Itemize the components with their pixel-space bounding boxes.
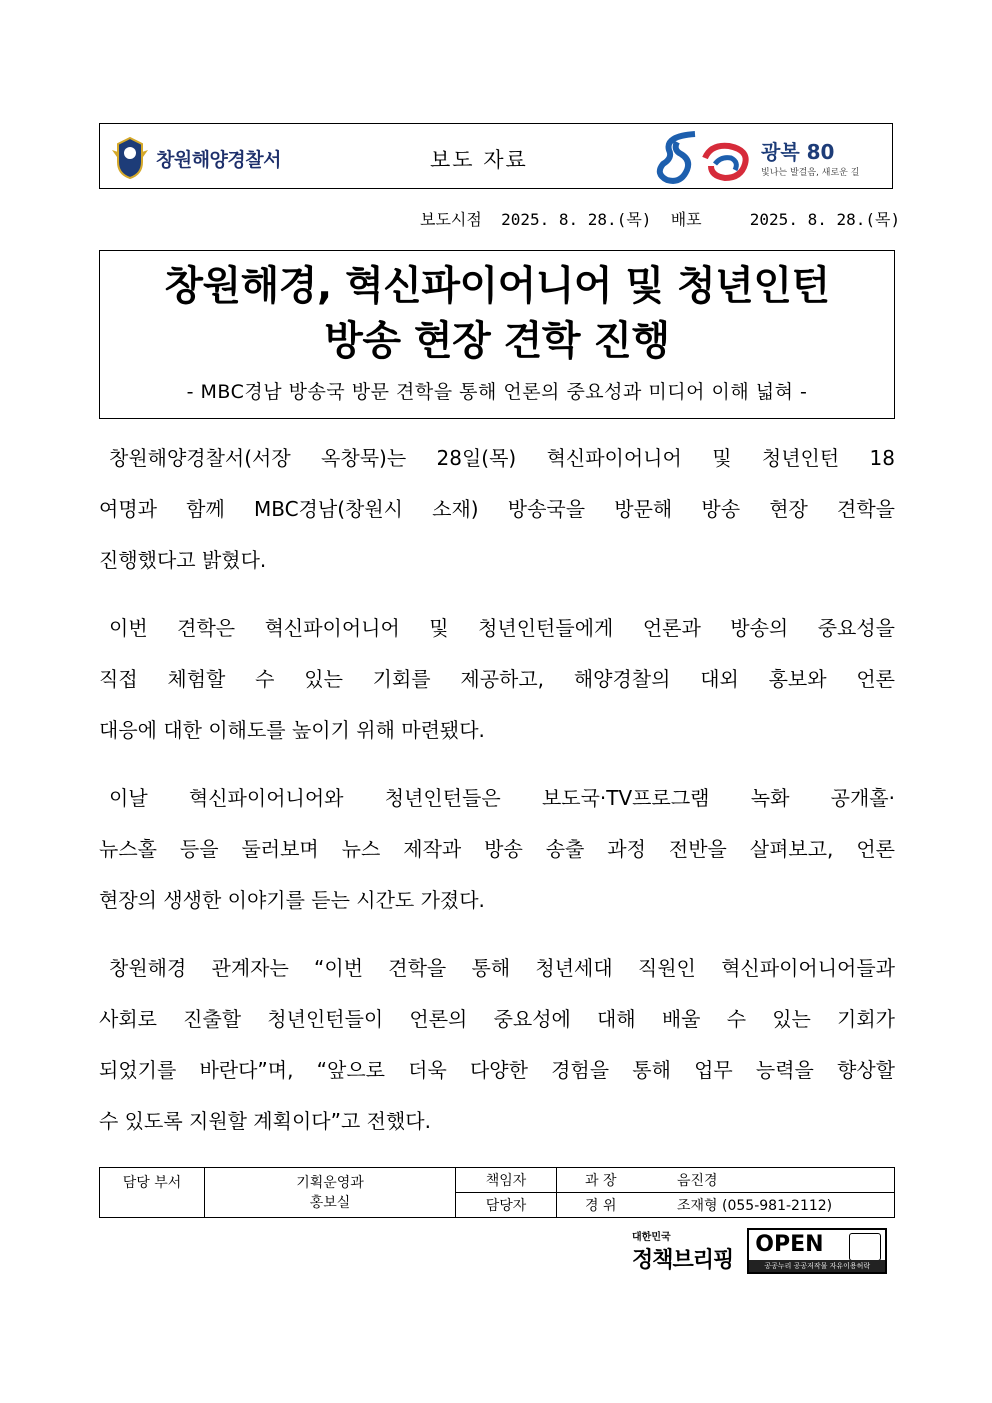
- coast-guard-emblem-icon: [110, 136, 150, 180]
- headline-line-1: 창원해경, 혁신파이어니어 및 청년인턴: [164, 263, 830, 309]
- person-icon: [849, 1233, 881, 1261]
- paragraph: [99, 948, 895, 1152]
- paragraph-line: 여명과 함께 MBC경남(창원시 소재) 방송국을 방문해 방송 현장 견학을: [99, 497, 895, 521]
- dept-names: [205, 1168, 456, 1218]
- policy-briefing-logo: [632, 1228, 733, 1274]
- paragraph-line: 진행했다고 밝혔다.: [99, 548, 267, 572]
- paragraph-line: 되었기를 바란다”며, “앞으로 더욱 다양한 경험을 통해 업무 능력을 향상할: [99, 1058, 895, 1082]
- coast-guard-logo: [110, 136, 281, 180]
- paragraph: [99, 608, 895, 761]
- footer-logos: [632, 1228, 887, 1274]
- staff-rank: 경 위: [585, 1198, 617, 1214]
- headline-line-2: 방송 현장 견학 진행: [324, 318, 670, 364]
- dept-label: 담당 부서: [100, 1168, 205, 1218]
- open-word: OPEN: [755, 1232, 824, 1257]
- policy-small: 대한민국: [632, 1232, 671, 1243]
- 80-emblem-icon: [655, 130, 755, 184]
- liberation-80-logo: [655, 130, 859, 184]
- paragraph-line: 현장의 생생한 이야기를 듣는 시간도 가졌다.: [99, 888, 485, 912]
- dept-2: 홍보실: [309, 1194, 351, 1211]
- policy-big: 정책브리핑: [632, 1248, 734, 1273]
- resp-name: 음진경: [677, 1173, 718, 1189]
- paragraph-line: 뉴스홀 등을 둘러보며 뉴스 제작과 방송 송출 과정 전반을 살펴보고, 언론: [99, 837, 895, 861]
- paragraph-line: 사회로 진출할 청년인턴들이 언론의 중요성에 대해 배울 수 있는 기회가: [99, 1007, 895, 1031]
- release-dates: [420, 207, 900, 230]
- org-name: 창원해양경찰서: [156, 148, 281, 171]
- paragraph-line: 이날 혁신파이어니어와 청년인턴들은 보도국·TV프로그램 녹화 공개홀·: [109, 786, 895, 810]
- anniv-title: 광복 80: [761, 140, 835, 164]
- resp-rank: 과 장: [585, 1173, 617, 1189]
- resp-label: 책임자: [456, 1168, 557, 1193]
- paragraph-line: 창원해경 관계자는 “이번 견학을 통해 청년세대 직원인 혁신파이어니어들과: [109, 956, 895, 980]
- header-box: [99, 123, 893, 189]
- paragraph-line: 수 있도록 지원할 계획이다”고 전했다.: [99, 1109, 431, 1133]
- paragraph: [99, 778, 895, 931]
- staff-label: 담당자: [456, 1193, 557, 1218]
- report-date: 2025. 8. 28.(목): [501, 210, 652, 229]
- contact-table: [99, 1167, 895, 1218]
- open-bar: 공공누리 공공저작물 자유이용허락: [749, 1260, 885, 1272]
- paragraph-line: 창원해양경찰서(서장 옥창묵)는 28일(목) 혁신파이어니어 및 청년인턴 18: [109, 446, 895, 470]
- staff-name: 조재형 (055-981-2112): [677, 1198, 833, 1214]
- article-body: [99, 438, 895, 1169]
- doc-type: 보도 자료: [430, 148, 528, 172]
- anniv-slogan: 빛나는 발걸음, 새로운 길: [761, 168, 860, 178]
- paragraph: [99, 438, 895, 591]
- paragraph-line: 직접 체험할 수 있는 기회를 제공하고, 해양경찰의 대외 홍보와 언론: [99, 667, 895, 691]
- report-label: 보도시점: [420, 210, 482, 229]
- headline: [100, 259, 894, 369]
- paragraph-line: 대응에 대한 이해도를 높이기 위해 마련됐다.: [99, 718, 485, 742]
- dist-date: 2025. 8. 28.(목): [749, 210, 901, 229]
- kogl-open-logo: [747, 1228, 887, 1274]
- paragraph-line: 이번 견학은 혁신파이어니어 및 청년인턴들에게 언론과 방송의 중요성을: [109, 616, 895, 640]
- subtitle: - MBC경남 방송국 방문 견학을 통해 언론의 중요성과 미디어 이해 넓혀 -: [186, 381, 808, 403]
- dept-1: 기획운영과: [296, 1174, 364, 1191]
- resp-info: [557, 1168, 895, 1193]
- dist-label: 배포: [670, 210, 702, 229]
- title-box: [99, 250, 895, 419]
- staff-info: [557, 1193, 895, 1218]
